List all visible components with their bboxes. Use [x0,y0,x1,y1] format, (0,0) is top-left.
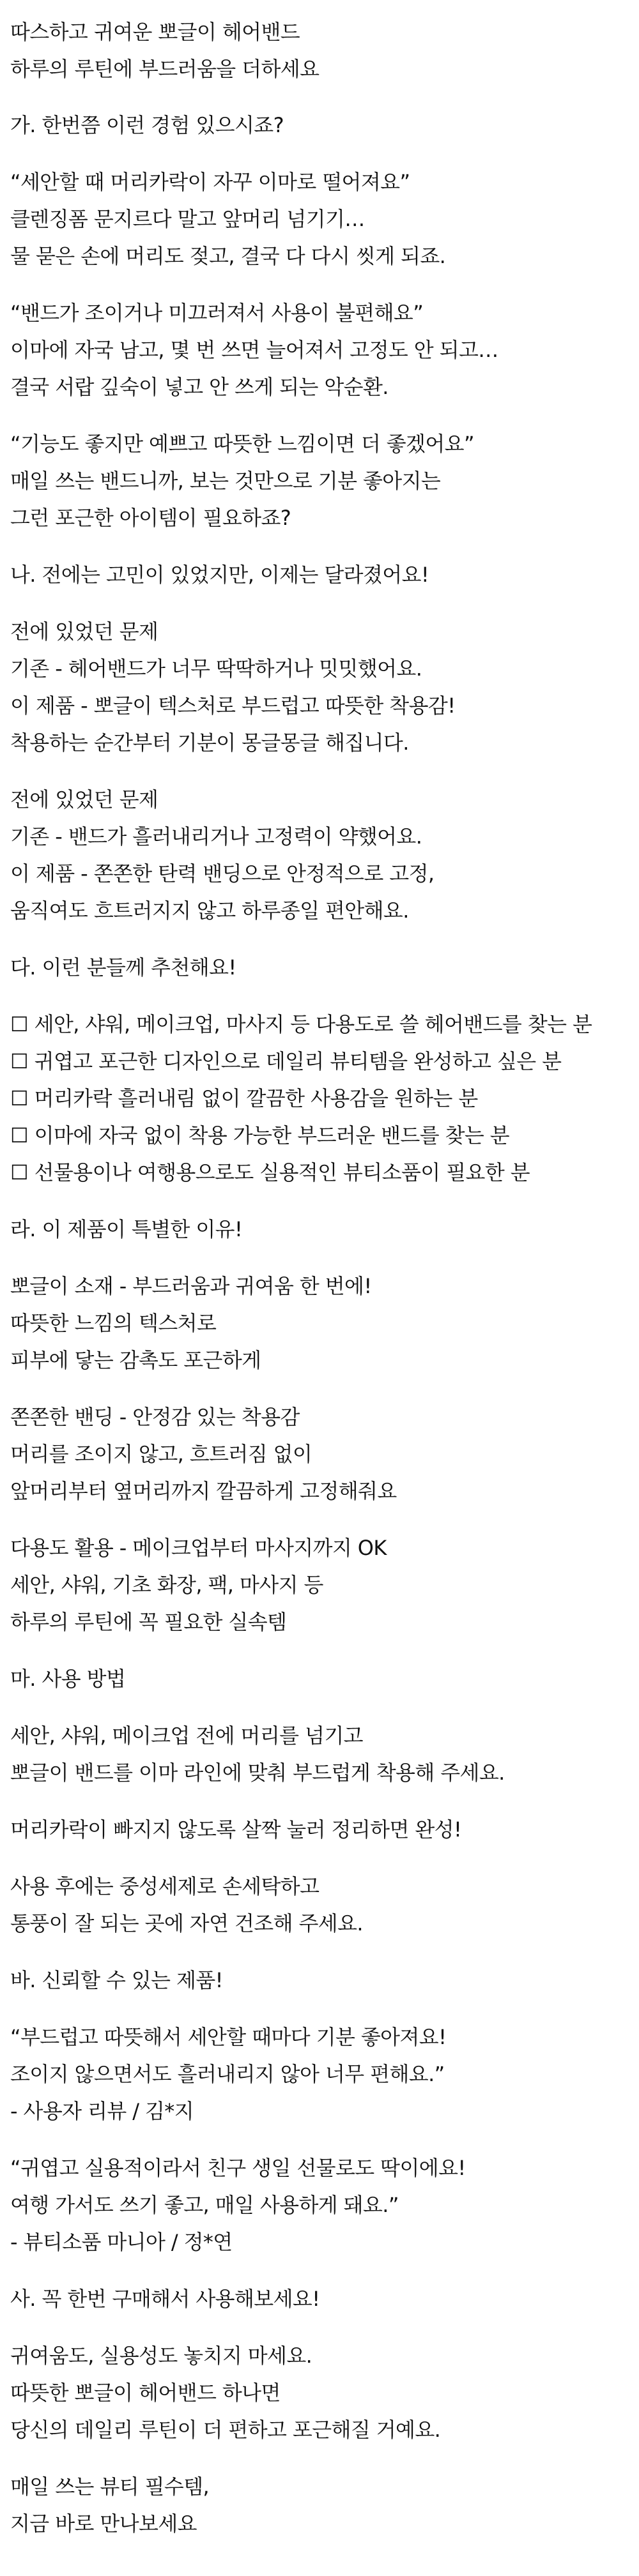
headline-line-1: 따스하고 귀여운 뽀글이 헤어밴드 [10,20,300,44]
headline-line-2: 하루의 루틴에 부드러움을 더하세요 [10,57,320,81]
section-heading-ma: 마. 사용 방법 [10,1667,126,1691]
body-line: 이 제품 - 쫀쫀한 탄력 밴딩으로 안정적으로 고정, [10,861,435,886]
body-line: 뽀글이 밴드를 이마 라인에 맞춰 부드럽게 착용해 주세요. [10,1761,505,1785]
sub-heading: 전에 있었던 문제 [10,619,158,644]
section-heading-na: 나. 전에는 고민이 있었지만, 이제는 달라졌어요! [10,563,429,587]
body-line: 따뜻한 뽀글이 헤어밴드 하나면 [10,2381,281,2405]
feature-title: 다용도 활용 - 메이크업부터 마사지까지 OK [10,1536,387,1560]
closing-line: 매일 쓰는 뷰티 필수템, [10,2474,210,2499]
quote-line: “밴드가 조이거나 미끄러져서 사용이 불편해요” [10,301,424,325]
quote-line: “기능도 좋지만 예쁘고 따뜻한 느낌이면 더 좋겠어요” [10,432,474,456]
body-line: 귀여움도, 실용성도 놓치지 마세요. [10,2344,312,2368]
sub-heading: 전에 있었던 문제 [10,787,158,812]
review-quote-line: “부드럽고 따뜻해서 세안할 때마다 기분 좋아져요! [10,2025,447,2049]
body-line: 물 묻은 손에 머리도 젖고, 결국 다 다시 씻게 되죠. [10,244,446,268]
body-line: 기존 - 헤어밴드가 너무 딱딱하거나 밋밋했어요. [10,656,422,681]
body-line: 피부에 닿는 감촉도 포근하게 [10,1348,261,1372]
body-line: 결국 서랍 깊숙이 넣고 안 쓰게 되는 악순환. [10,375,389,399]
body-line: 클렌징폼 문지르다 말고 앞머리 넘기기… [10,207,365,231]
body-line: 기존 - 밴드가 흘러내리거나 고정력이 약했어요. [10,824,422,849]
feature-title: 뽀글이 소재 - 부드러움과 귀여움 한 번에! [10,1274,372,1298]
checklist-item: ☐ 귀엽고 포근한 디자인으로 데일리 뷰티템을 완성하고 싶은 분 [10,1049,562,1073]
body-line: 움직여도 흐트러지지 않고 하루종일 편안해요. [10,898,409,923]
body-line: 착용하는 순간부터 기분이 몽글몽글 해집니다. [10,731,409,755]
review-quote-line: 여행 가서도 쓰기 좋고, 매일 사용하게 돼요.” [10,2193,399,2217]
closing-line: 지금 바로 만나보세요 [10,2512,197,2536]
body-line: 따뜻한 느낌의 텍스처로 [10,1311,217,1335]
body-line: 머리를 조이지 않고, 흐트러짐 없이 [10,1442,312,1466]
section-heading-da: 다. 이런 분들께 추천해요! [10,955,236,980]
body-line: 앞머리부터 옆머리까지 깔끔하게 고정해줘요 [10,1479,397,1503]
body-line: 세안, 샤워, 메이크업 전에 머리를 넘기고 [10,1724,363,1748]
body-line: 사용 후에는 중성세제로 손세탁하고 [10,1874,320,1898]
section-heading-sa: 사. 꼭 한번 구매해서 사용해보세요! [10,2287,320,2311]
checklist-item: ☐ 세안, 샤워, 메이크업, 마사지 등 다용도로 쓸 헤어밴드를 찾는 분 [10,1012,592,1036]
body-line: 매일 쓰는 밴드니까, 보는 것만으로 기분 좋아지는 [10,469,441,493]
section-heading-ra: 라. 이 제품이 특별한 이유! [10,1217,243,1241]
section-heading-ba: 바. 신뢰할 수 있는 제품! [10,1968,223,1992]
body-line: 그런 포근한 아이템이 필요하죠? [10,506,291,530]
body-line: 하루의 루틴에 꼭 필요한 실속템 [10,1610,287,1634]
body-line: 이 제품 - 뽀글이 텍스처로 부드럽고 따뜻한 착용감! [10,693,456,718]
checklist-item: ☐ 머리카락 흘러내림 없이 깔끔한 사용감을 원하는 분 [10,1086,478,1110]
body-line: 머리카락이 빠지지 않도록 살짝 눌러 정리하면 완성! [10,1817,462,1842]
body-line: 세안, 샤워, 기초 화장, 팩, 마사지 등 [10,1573,323,1597]
review-quote-line: “귀엽고 실용적이라서 친구 생일 선물로도 딱이에요! [10,2156,466,2180]
feature-title: 쫀쫀한 밴딩 - 안정감 있는 착용감 [10,1405,300,1429]
review-author: - 뷰티소품 마니아 / 정*연 [10,2230,233,2254]
checklist-item: ☐ 선물용이나 여행용으로도 실용적인 뷰티소품이 필요한 분 [10,1160,530,1185]
body-line: 당신의 데일리 루틴이 더 편하고 포근해질 거예요. [10,2418,441,2442]
body-line: 이마에 자국 남고, 몇 번 쓰면 늘어져서 고정도 안 되고… [10,338,498,362]
quote-line: “세안할 때 머리카락이 자꾸 이마로 떨어져요” [10,170,410,194]
review-author: - 사용자 리뷰 / 김*지 [10,2099,194,2123]
body-line: 통풍이 잘 되는 곳에 자연 건조해 주세요. [10,1911,363,1936]
review-quote-line: 조이지 않으면서도 흘러내리지 않아 너무 편해요.” [10,2062,445,2086]
checklist-item: ☐ 이마에 자국 없이 착용 가능한 부드러운 밴드를 찾는 분 [10,1123,510,1148]
section-heading-ga: 가. 한번쯤 이런 경험 있으시죠? [10,113,284,137]
